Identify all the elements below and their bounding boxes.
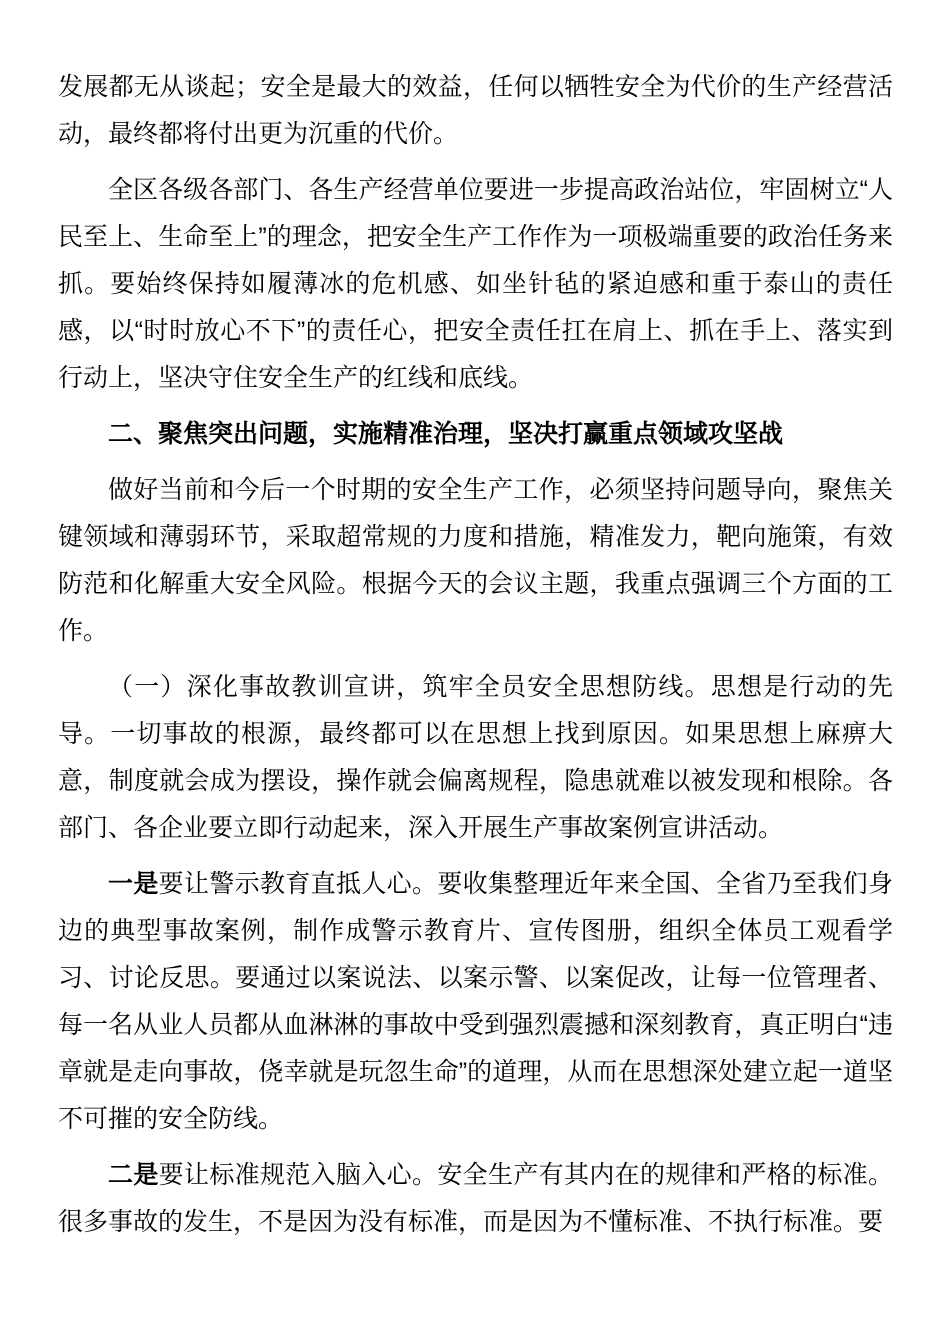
paragraph [58,664,893,852]
paragraph [58,861,893,1143]
paragraph [58,167,893,402]
paragraph [58,467,893,655]
paragraph-bold-lead: 二是 [108,1161,159,1189]
paragraph-text: （一）深化事故教训宣讲，筑牢全员安全思想防线。思想是行动的先导。一切事故的根源，最终都可以在思想上找到原因。如果思想上麻痹大意，制度就会成为摆设，操作就会偏离规程，隐患就难以被发现和根除。各部门、各企业要立即行动起来，深入开展生产事故案例宣讲活动。 [58,673,893,842]
paragraph-text: 发展都无从谈起；安全是最大的效益，任何以牺牲安全为代价的生产经营活动，最终都将付出更为沉重的代价。 [58,73,893,148]
section-heading [58,411,893,458]
paragraph [58,1152,893,1246]
paragraph-text: 要让警示教育直抵人心。要收集整理近年来全国、全省乃至我们身边的典型事故案例，制作成警示教育片、宣传图册，组织全体员工观看学习、讨论反思。要通过以案说法、以案示警、以案促改，让每一位管理者、每一名从业人员都从血淋淋的事故中受到强烈震撼和深刻教育，真正明白“违章就是走向事故，侥幸就是玩忽生命”的道理，从而在思想深处建立起一道坚不可摧的安全防线。 [58,870,893,1133]
paragraph-text: 做好当前和今后一个时期的安全生产工作，必须坚持问题导向，聚焦关键领域和薄弱环节，采取超常规的力度和措施，精准发力，靶向施策，有效防范和化解重大安全风险。根据今天的会议主题，我重点强调三个方面的工作。 [58,476,893,645]
paragraph-text: 要让标准规范入脑入心。安全生产有其内在的规律和严格的标准。很多事故的发生，不是因为没有标准，而是因为不懂标准、不执行标准。要 [58,1161,893,1236]
paragraph [58,64,893,158]
section-heading-text: 二、聚焦突出问题，实施精准治理，坚决打赢重点领域攻坚战 [108,420,784,448]
paragraph-bold-lead: 一是 [108,870,159,898]
paragraph-text: 全区各级各部门、各生产经营单位要进一步提高政治站位，牢固树立“人民至上、生命至上”的理念，把安全生产工作作为一项极端重要的政治任务来抓。要始终保持如履薄冰的危机感、如坐针毡的紧迫感和重于泰山的责任感，以“时时放心不下”的责任心，把安全责任扛在肩上、抓在手上、落实到行动上，坚决守住安全生产的红线和底线。 [58,176,893,392]
